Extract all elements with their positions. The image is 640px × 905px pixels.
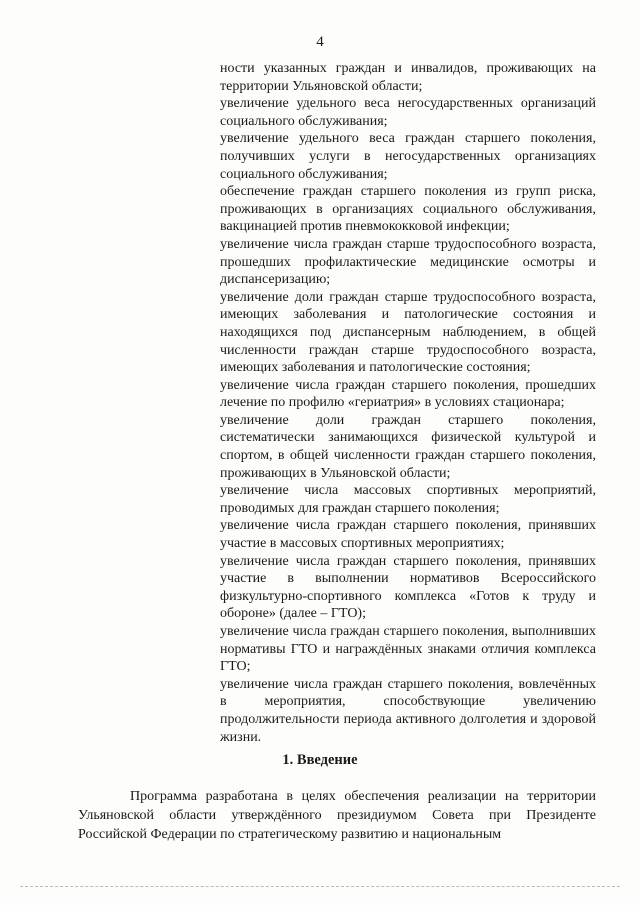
list-item: ности указанных граждан и инвалидов, проживающих на территории Ульяновской области; bbox=[220, 61, 596, 94]
list-item: увеличение числа граждан старшего поколения, вовлечённых в мероприятия, способствующие увеличению продолжительности периода активного долголетия и здоровой жизни. bbox=[220, 676, 596, 745]
list-item: увеличение удельного веса граждан старшего поколения, получивших услуги в негосударственных организациях социального обслуживания; bbox=[220, 131, 596, 182]
list-item: увеличение числа граждан старше трудоспособного возраста, прошедших профилактические медицинские осмотры и диспансеризацию; bbox=[220, 236, 596, 288]
goals-list bbox=[220, 60, 596, 746]
page-number: 4 bbox=[316, 34, 324, 50]
list-item: увеличение числа граждан старшего поколения, прошедших лечение по профилю «гериатрия» в условиях стационара; bbox=[220, 377, 596, 411]
section-heading: 1. Введение bbox=[282, 752, 358, 768]
list-item: увеличение числа граждан старшего поколения, принявших участие в массовых спортивных мероприятиях; bbox=[220, 518, 596, 552]
page-bottom-edge bbox=[20, 886, 620, 887]
list-item: увеличение числа массовых спортивных мероприятий, проводимых для граждан старшего поколения; bbox=[220, 483, 596, 516]
list-item: увеличение числа граждан старшего поколения, выполнивших нормативы ГТО и награждённых знаками отличия комплекса ГТО; bbox=[220, 624, 596, 675]
list-item: увеличение удельного веса негосударственных организаций социального обслуживания; bbox=[220, 96, 596, 129]
list-item: обеспечение граждан старшего поколения из групп риска, проживающих в организациях социального обслуживания, вакцинацией против пневмококковой инфекции; bbox=[220, 184, 596, 235]
list-item: увеличение доли граждан старшего поколения, систематически занимающихся физической культурой и спортом, в общей численности граждан старшего поколения, проживающих в Ульяновской области; bbox=[220, 412, 596, 481]
intro-paragraph: Программа разработана в целях обеспечения реализации на территории Ульяновской области утверждённого президиумом Совета при Президенте Российской Федерации по стратегическому развитию и национальным bbox=[78, 789, 596, 842]
list-item: увеличение числа граждан старшего поколения, принявших участие в выполнении нормативов Всероссийского физкультурно-спортивного комплекса «Готов к труду и обороне» (далее – ГТО); bbox=[220, 553, 596, 622]
list-item: увеличение доли граждан старше трудоспособного возраста, имеющих заболевания и патологические состояния и находящихся под диспансерным наблюдением, в общей численности граждан старше трудоспособного возраста, имеющих заболевания и патологические состояния; bbox=[220, 289, 596, 376]
